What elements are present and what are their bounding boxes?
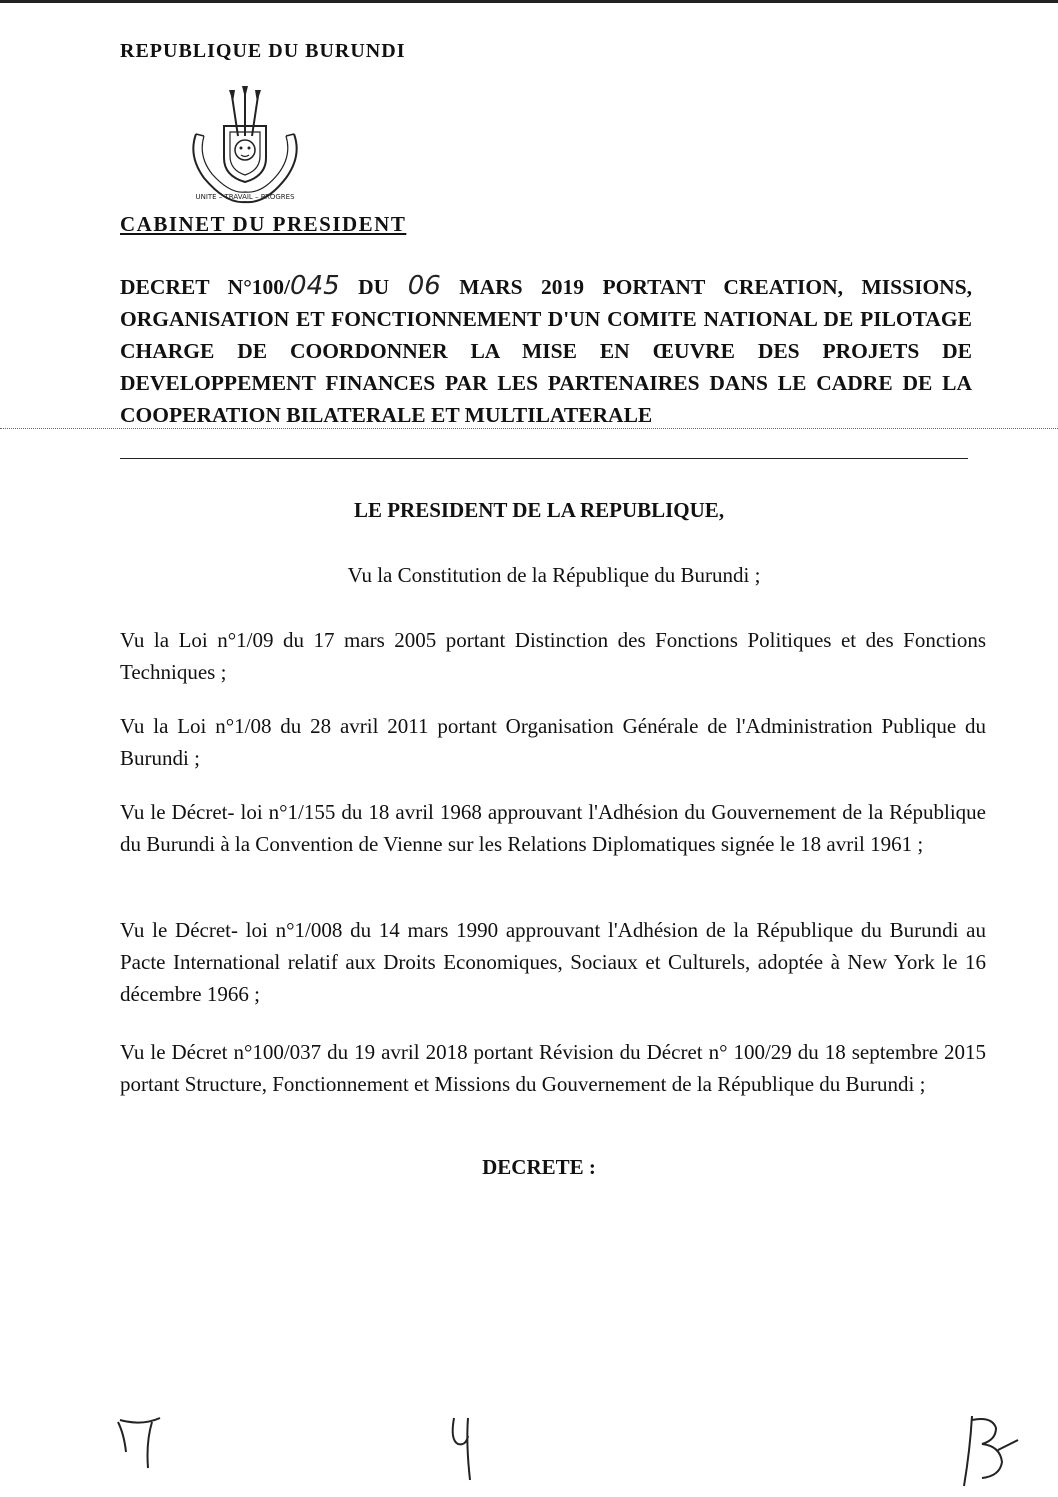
coat-of-arms-emblem: [182, 86, 308, 206]
republic-heading: REPUBLIQUE DU BURUNDI: [120, 40, 406, 62]
initial-signature-left: [112, 1412, 172, 1472]
cabinet-heading: CABINET DU PRESIDENT: [120, 212, 407, 236]
visa-paragraph: Vu le Décret n°100/037 du 19 avril 2018 portant Révision du Décret n° 100/29 du 18 septembre 2015 portant Structure, Fonctionnement et Missions du Gouvernement de la République du Burundi ;: [120, 1040, 986, 1096]
visa-paragraph: Vu le Décret- loi n°1/008 du 14 mars 1990 approuvant l'Adhésion de la République du Burundi au Pacte International relatif aux Droits Economiques, Sociaux et Culturels, adoptée à New York le 16 décembre 1966 ;: [120, 918, 986, 1006]
visa-paragraph: Vu le Décret- loi n°1/155 du 18 avril 1968 approuvant l'Adhésion du Gouvernement de la République du Burundi à la Convention de Vienne sur les Relations Diplomatiques signée le 18 avril 1961 ;: [120, 800, 986, 856]
visa-paragraph: Vu la Loi n°1/08 du 28 avril 2011 portant Organisation Générale de l'Administration Publique du Burundi ;: [120, 714, 986, 770]
decrete-heading: DECRETE :: [482, 1155, 596, 1179]
dotted-divider: [0, 428, 1058, 429]
decree-du: DU: [358, 275, 390, 299]
decree-title-text: MARS 2019 PORTANT CREATION, MISSIONS, ORGANISATION ET FONCTIONNEMENT D'UN COMITE NATIONAL DE PILOTAGE CHARGE DE COORDONNER LA MISE EN ŒUVRE DES PROJETS DE DEVELOPPEMENT FINANCES PAR LES PARTENAIRES DANS LE CADRE DE LA COOPERATION BILATERALE ET MULTILATERALE: [120, 275, 973, 427]
top-border-line: [0, 0, 1058, 3]
visa-paragraph: Vu la Loi n°1/09 du 17 mars 2005 portant Distinction des Fonctions Politiques et des Fonctions Techniques ;: [120, 628, 986, 684]
vu-constitution: Vu la Constitution de la République du Burundi ;: [347, 563, 761, 587]
initial-signature-middle: [444, 1414, 484, 1484]
initial-signature-right: [952, 1410, 1022, 1490]
president-heading: LE PRESIDENT DE LA REPUBLIQUE,: [353, 498, 725, 522]
decree-number-handwritten: 045: [290, 271, 340, 301]
decree-title: [120, 270, 972, 431]
decree-day-handwritten: 06: [407, 271, 441, 301]
title-separator-line: [120, 458, 968, 459]
emblem-motto: UNITE – TRAVAIL – PROGRES: [195, 193, 295, 201]
decree-prefix: DECRET N°100/: [120, 275, 291, 299]
